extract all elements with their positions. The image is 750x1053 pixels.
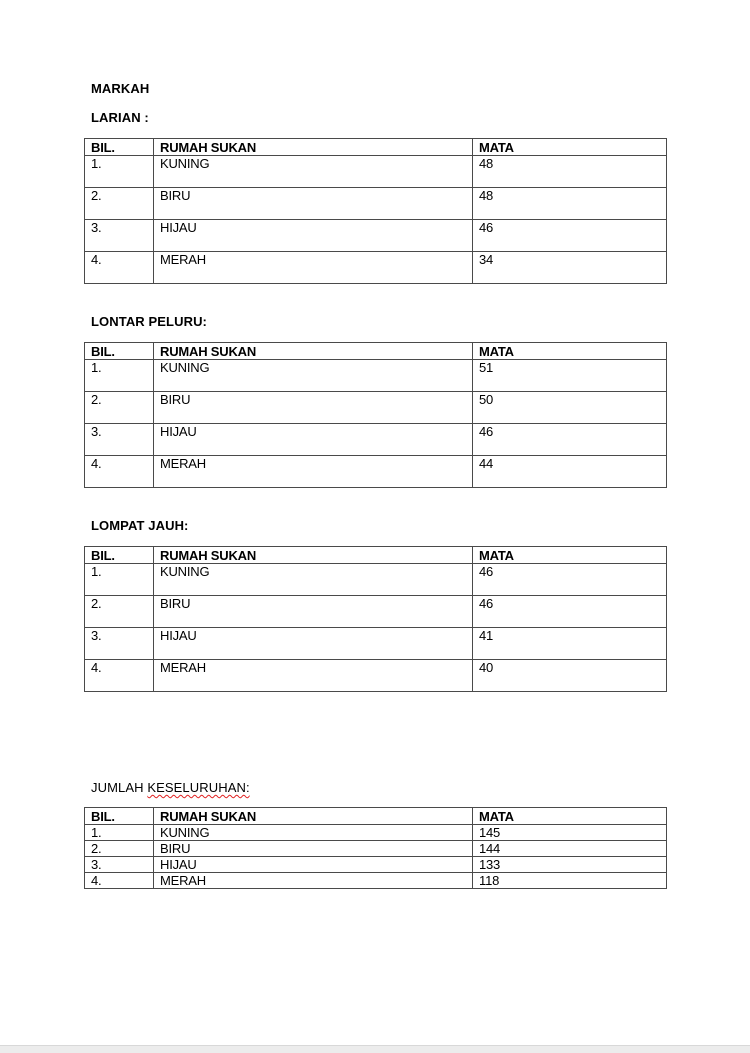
header-mata: MATA (473, 139, 667, 156)
cell-rumah: MERAH (154, 873, 473, 889)
cell-mata: 46 (473, 424, 667, 456)
keseluruhan-word: KESELURUHAN: (147, 780, 250, 795)
cell-bil: 3. (85, 220, 154, 252)
table-row (85, 456, 667, 488)
table-row (85, 188, 667, 220)
cell-bil: 4. (85, 456, 154, 488)
cell-bil: 1. (85, 564, 154, 596)
cell-mata: 48 (473, 156, 667, 188)
table-row (85, 660, 667, 692)
cell-mata: 46 (473, 564, 667, 596)
cell-rumah: BIRU (154, 596, 473, 628)
cell-rumah: KUNING (154, 825, 473, 841)
table-jumlah-keseluruhan (84, 807, 667, 889)
table-row (85, 873, 667, 889)
header-rumah-sukan: RUMAH SUKAN (154, 139, 473, 156)
cell-bil: 2. (85, 841, 154, 857)
table-row (85, 252, 667, 284)
cell-rumah: MERAH (154, 252, 473, 284)
cell-rumah: HIJAU (154, 424, 473, 456)
header-bil: BIL. (85, 547, 154, 564)
header-mata: MATA (473, 808, 667, 825)
cell-mata: 118 (473, 873, 667, 889)
header-rumah-sukan: RUMAH SUKAN (154, 343, 473, 360)
table-header-row (85, 139, 667, 156)
table-row (85, 360, 667, 392)
table-header-row (85, 343, 667, 360)
cell-rumah: HIJAU (154, 220, 473, 252)
jumlah-prefix: JUMLAH (91, 780, 148, 795)
header-rumah-sukan: RUMAH SUKAN (154, 808, 473, 825)
cell-rumah: HIJAU (154, 628, 473, 660)
cell-bil: 1. (85, 825, 154, 841)
table-row (85, 857, 667, 873)
cell-rumah: BIRU (154, 392, 473, 424)
cell-bil: 2. (85, 188, 154, 220)
cell-mata: 133 (473, 857, 667, 873)
header-mata: MATA (473, 343, 667, 360)
section-heading-lompat-jauh: LOMPAT JAUH: (91, 518, 189, 533)
document-title: MARKAH (91, 81, 150, 96)
cell-mata: 46 (473, 220, 667, 252)
cell-mata: 51 (473, 360, 667, 392)
table-row (85, 841, 667, 857)
table-row (85, 825, 667, 841)
cell-bil: 4. (85, 873, 154, 889)
table-row (85, 156, 667, 188)
cell-rumah: BIRU (154, 841, 473, 857)
cell-bil: 3. (85, 857, 154, 873)
cell-rumah: MERAH (154, 456, 473, 488)
section-heading-lontar-peluru: LONTAR PELURU: (91, 314, 207, 329)
table-header-row (85, 547, 667, 564)
table-row (85, 392, 667, 424)
cell-mata: 41 (473, 628, 667, 660)
table-row (85, 596, 667, 628)
cell-mata: 34 (473, 252, 667, 284)
cell-bil: 3. (85, 424, 154, 456)
cell-bil: 1. (85, 156, 154, 188)
cell-rumah: MERAH (154, 660, 473, 692)
table-row (85, 564, 667, 596)
cell-bil: 4. (85, 660, 154, 692)
section-heading-jumlah-keseluruhan (91, 780, 250, 795)
cell-rumah: KUNING (154, 564, 473, 596)
table-lontar-peluru (84, 342, 667, 488)
section-heading-larian: LARIAN : (91, 110, 149, 125)
header-bil: BIL. (85, 139, 154, 156)
cell-rumah: BIRU (154, 188, 473, 220)
cell-rumah: KUNING (154, 156, 473, 188)
cell-mata: 144 (473, 841, 667, 857)
table-header-row (85, 808, 667, 825)
header-rumah-sukan: RUMAH SUKAN (154, 547, 473, 564)
cell-mata: 145 (473, 825, 667, 841)
cell-bil: 2. (85, 596, 154, 628)
table-larian (84, 138, 667, 284)
cell-bil: 4. (85, 252, 154, 284)
cell-rumah: KUNING (154, 360, 473, 392)
header-mata: MATA (473, 547, 667, 564)
table-row (85, 220, 667, 252)
cell-mata: 48 (473, 188, 667, 220)
cell-rumah: HIJAU (154, 857, 473, 873)
table-row (85, 628, 667, 660)
header-bil: BIL. (85, 343, 154, 360)
cell-mata: 40 (473, 660, 667, 692)
cell-mata: 46 (473, 596, 667, 628)
header-bil: BIL. (85, 808, 154, 825)
cell-mata: 50 (473, 392, 667, 424)
cell-mata: 44 (473, 456, 667, 488)
table-lompat-jauh (84, 546, 667, 692)
cell-bil: 2. (85, 392, 154, 424)
table-row (85, 424, 667, 456)
cell-bil: 3. (85, 628, 154, 660)
cell-bil: 1. (85, 360, 154, 392)
